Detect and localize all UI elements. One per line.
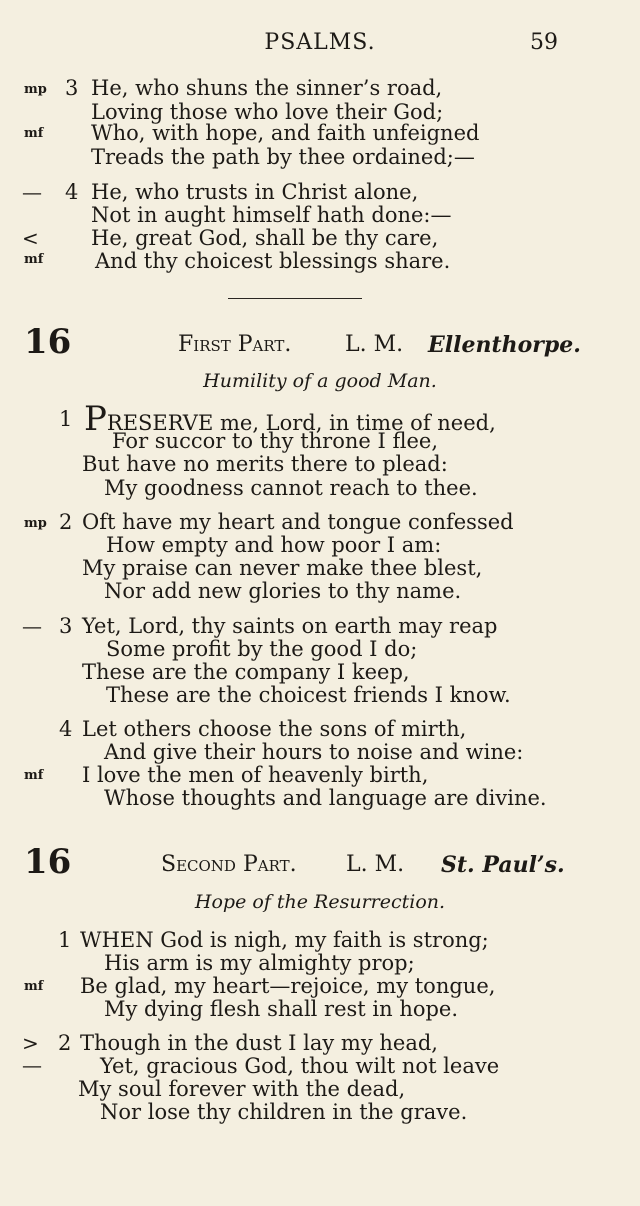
verse-line: Though in the dust I lay my head, (80, 1031, 438, 1055)
page-number: 59 (530, 30, 558, 55)
verse-line: My soul forever with the dead, (78, 1077, 406, 1101)
verse-line: Whose thoughts and language are divine. (104, 786, 547, 810)
dynamic-mark-mf: mf (24, 979, 44, 994)
verse-number: 3 (59, 614, 73, 638)
verse-line: I love the men of heavenly birth, (82, 763, 429, 787)
verse-line: Treads the path by thee ordained;— (91, 145, 475, 169)
verse-line: These are the choicest friends I know. (106, 683, 511, 707)
verse-line: Oft have my heart and tongue confessed (82, 510, 514, 534)
verse-line: Loving those who love their God; (91, 100, 444, 124)
verse-line: My goodness cannot reach to thee. (104, 476, 478, 500)
verse-line: Nor add new glories to thy name. (104, 579, 462, 603)
tune-name: Ellenthorpe. (428, 332, 581, 358)
verse-line: My dying flesh shall rest in hope. (104, 997, 459, 1021)
verse-number: 2 (58, 1031, 72, 1055)
dynamic-mark-dash: — (22, 1053, 42, 1077)
verse-line: Nor lose thy children in the grave. (100, 1100, 468, 1124)
dynamic-mark-dash: — (22, 614, 42, 638)
verse-line: Some profit by the good I do; (106, 637, 418, 661)
hymn-subtitle: Hope of the Resurrection. (194, 891, 446, 913)
dynamic-mark-mp: mp (24, 516, 47, 531)
verse-number: 4 (65, 180, 79, 204)
verse-line: He, great God, shall be thy care, (91, 226, 439, 250)
verse-number: 2 (59, 510, 73, 534)
hymn-part: Second Part. (161, 852, 297, 877)
verse-number: 3 (65, 76, 79, 100)
dynamic-mark-diminuendo: > (22, 1031, 39, 1055)
hymn-number: 16 (24, 842, 72, 882)
hymn-part: First Part. (178, 332, 292, 357)
verse-line: His arm is my almighty prop; (104, 951, 415, 975)
verse-number: 1 (58, 928, 72, 952)
verse-line: How empty and how poor I am: (106, 533, 442, 557)
hymn-number: 16 (24, 322, 72, 362)
hymn-subtitle: Humility of a good Man. (203, 370, 437, 392)
verse-line: Not in aught himself hath done:— (91, 203, 452, 227)
dynamic-mark-dash: — (22, 180, 42, 204)
dynamic-mark-mp: mp (24, 82, 47, 97)
tune-name: St. Paul’s. (441, 852, 565, 878)
verse-line: WHEN God is nigh, my faith is strong; (80, 928, 489, 952)
verse-line: Yet, Lord, thy saints on earth may reap (82, 614, 498, 638)
verse-line: Yet, gracious God, thou wilt not leave (100, 1054, 500, 1078)
verse-number: 4 (59, 717, 73, 741)
verse-line: And thy choicest blessings share. (95, 249, 451, 273)
verse-line: Let others choose the sons of mirth, (82, 717, 467, 741)
verse-line: But have no merits there to plead: (82, 452, 448, 476)
hymn-meter: L. M. (346, 852, 405, 877)
verse-line-text: RESERVE me, Lord, in time of need, (106, 411, 496, 435)
verse-line: Who, with hope, and faith unfeigned (91, 121, 480, 145)
dynamic-mark-mf: mf (24, 768, 44, 783)
drop-cap: P (84, 399, 107, 439)
dynamic-mark-crescendo: < (22, 226, 39, 250)
verse-line: Be glad, my heart—rejoice, my tongue, (80, 974, 496, 998)
verse-line: He, who shuns the sinner’s road, (91, 76, 443, 100)
verse-line: My praise can never make thee blest, (82, 556, 483, 580)
hymn-meter: L. M. (345, 332, 404, 357)
verse-line: And give their hours to noise and wine: (104, 740, 524, 764)
verse-line: He, who trusts in Christ alone, (91, 180, 419, 204)
section-divider (228, 298, 362, 299)
dynamic-mark-mf: mf (24, 252, 44, 267)
running-header-title: PSALMS. (264, 30, 376, 55)
verse-number: 1 (59, 407, 73, 431)
verse-line: For succor to thy throne I flee, (112, 429, 439, 453)
verse-line: These are the company I keep, (82, 660, 410, 684)
dynamic-mark-mf: mf (24, 126, 44, 141)
